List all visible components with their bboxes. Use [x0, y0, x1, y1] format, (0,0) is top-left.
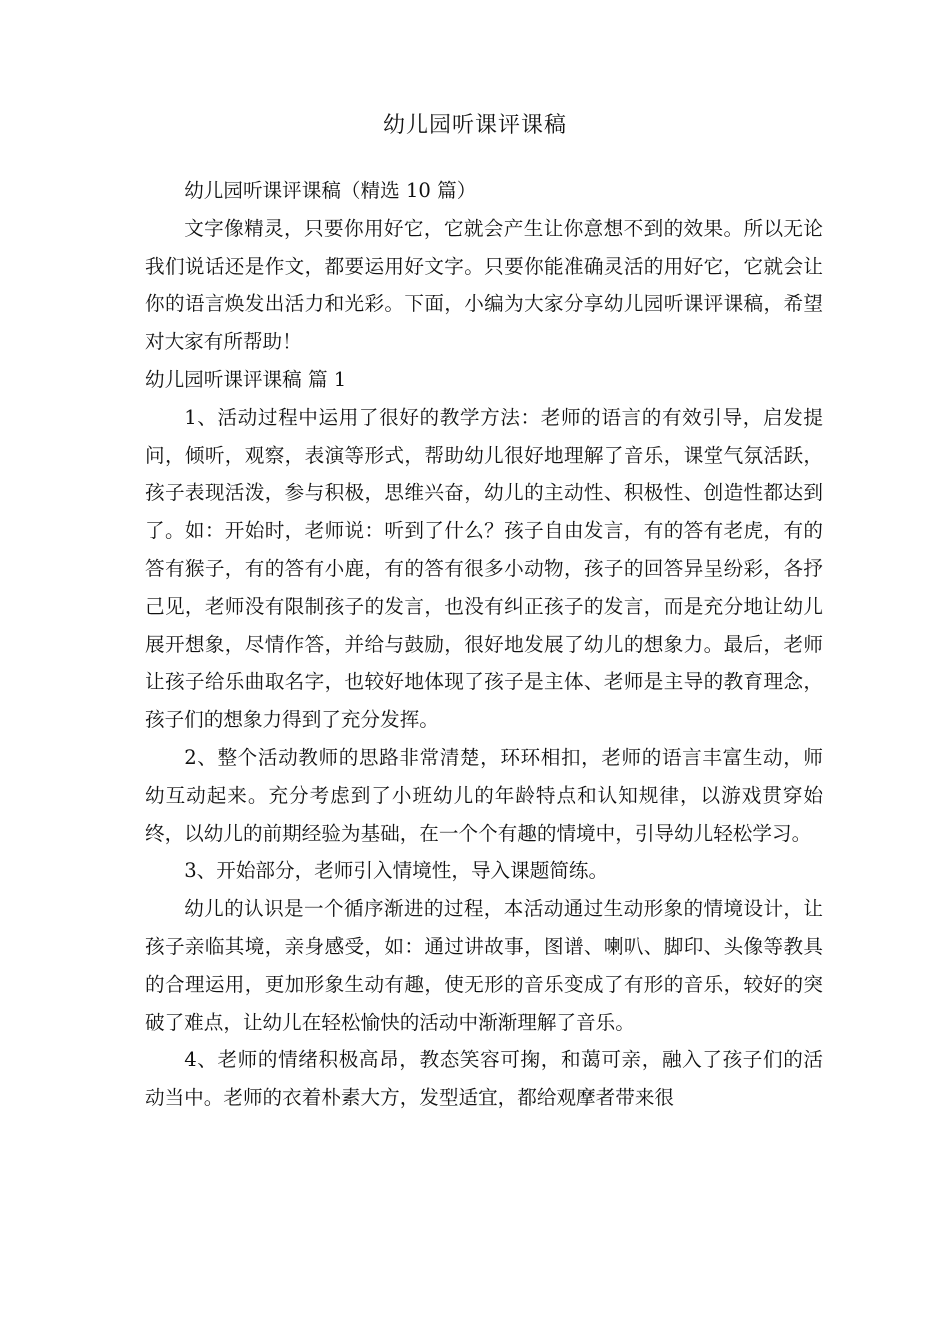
intro-paragraph: 文字像精灵，只要你用好它，它就会产生让你意想不到的效果。所以无论我们说话还是作文，都要运用好文字。只要你能准确灵活的用好它，它就会让你的语言焕发出活力和光彩。下面，小编为大家分享幼儿园听课评课稿，希望对大家有所帮助！ — [145, 216, 823, 354]
body-paragraph: 1、活动过程中运用了很好的教学方法：老师的语言的有效引导，启发提问，倾听，观察，表演等形式，帮助幼儿很好地理解了音乐，课堂气氛活跃，孩子表现活泼，参与积极，思维兴奋，幼儿的主动性、积极性、创造性都达到了。如：开始时，老师说：听到了什么？孩子自由发言，有的答有老虎，有的答有猴子，有的答有小鹿，有的答有很多小动物，孩子的回答异呈纷彩，各抒己见，老师没有限制孩子的发言，也没有纠正孩子的发言，而是充分地让幼儿展开想象，尽情作答，并给与鼓励，很好地发展了幼儿的想象力。最后，老师让孩子给乐曲取名字，也较好地体现了孩子是主体、老师是主导的教育理念，孩子们的想象力得到了充分发挥。 — [145, 405, 823, 732]
document-title: 幼儿园听课评课稿 — [382, 113, 567, 138]
body-paragraph: 幼儿的认识是一个循序渐进的过程，本活动通过生动形象的情境设计，让孩子亲临其境，亲身感受，如：通过讲故事，图谱、喇叭、脚印、头像等教具的合理运用，更加形象生动有趣，使无形的音乐变成了有形的音乐，较好的突破了难点，让幼儿在轻松愉快的活动中渐渐理解了音乐。 — [145, 897, 823, 1034]
section-heading: 幼儿园听课评课稿 篇 1 — [145, 367, 347, 391]
body-paragraph: 2、整个活动教师的思路非常清楚，环环相扣，老师的语言丰富生动，师幼互动起来。充分考虑到了小班幼儿的年龄特点和认知规律，以游戏贯穿始终，以幼儿的前期经验为基础，在一个个有趣的情境中，引导幼儿轻松学习。 — [145, 745, 823, 845]
body-paragraph: 3、开始部分，老师引入情境性，导入课题简练。 — [184, 859, 609, 883]
body-paragraph: 4、老师的情绪积极高昂，教态笑容可掬，和蔼可亲，融入了孩子们的活动当中。老师的衣着朴素大方，发型适宜，都给观摩者带来很 — [145, 1048, 823, 1110]
document-subtitle: 幼儿园听课评课稿（精选 10 篇） — [184, 179, 477, 202]
document-body — [145, 172, 823, 1117]
